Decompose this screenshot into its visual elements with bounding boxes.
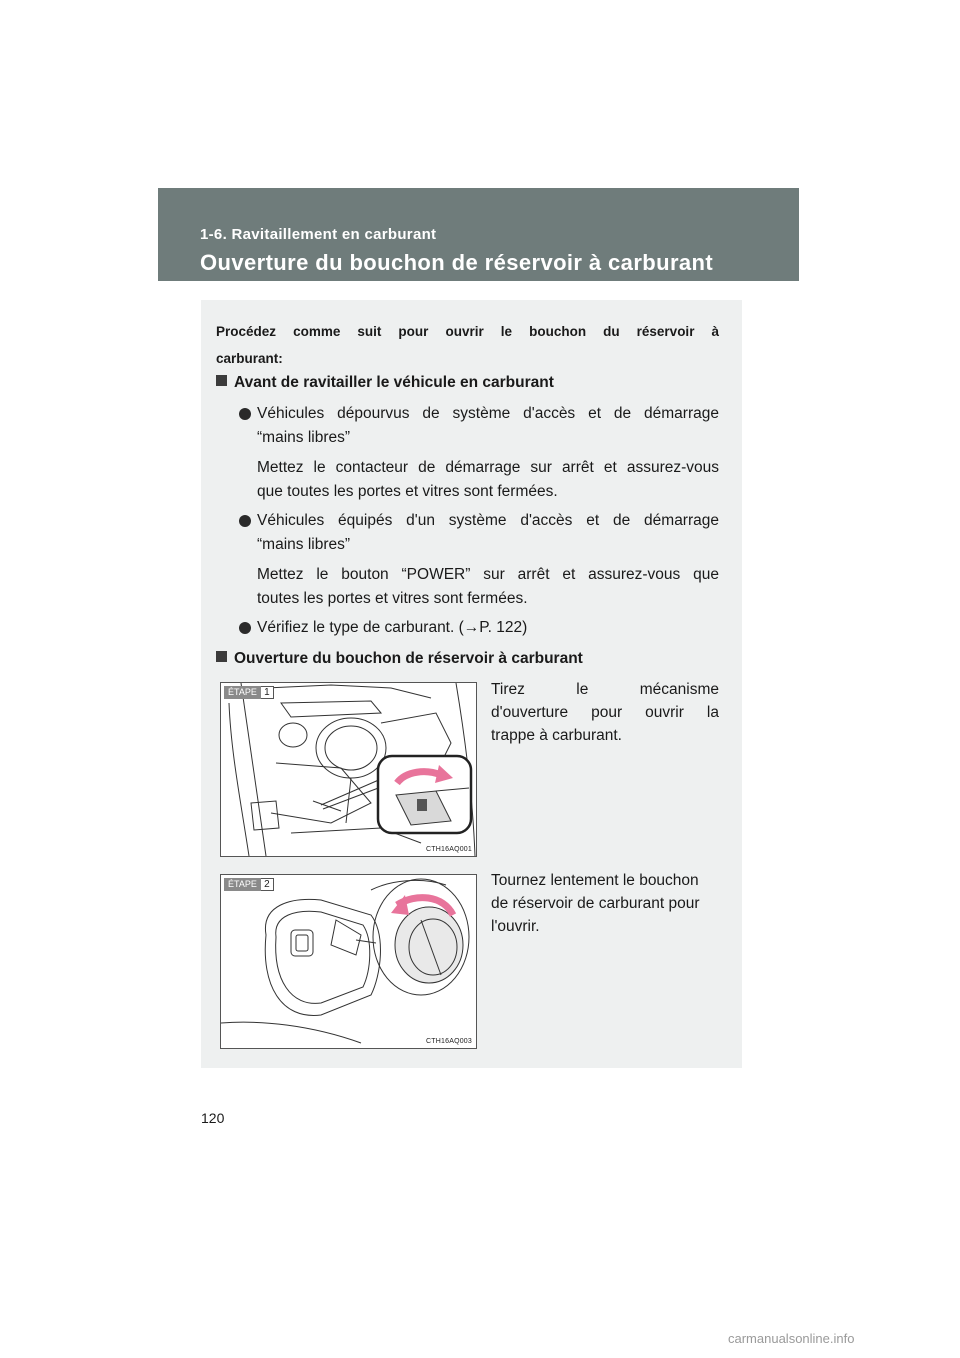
step-1-text: Tirez le mécanisme d'ouverture pour ouvrir la trappe à carburant. bbox=[491, 681, 719, 744]
detail-smart-key: Mettez le bouton “POWER” sur arrêt et assurez-vous que toutes les portes et vitres sont fermées. bbox=[257, 566, 719, 607]
bullet-smart-key: Véhicules équipés d'un système d'accès et de démarrage “mains libres” bbox=[239, 509, 719, 557]
square-bullet-icon bbox=[216, 651, 227, 662]
fuel-door-opener-illustration bbox=[221, 683, 476, 856]
fuel-cap-illustration bbox=[221, 875, 476, 1048]
intro-line-1: Procédez comme suit pour ouvrir le bouchon du réservoir à bbox=[216, 324, 719, 339]
bullet-dot-icon bbox=[239, 515, 251, 527]
watermark: carmanualsonline.info bbox=[728, 1331, 855, 1346]
figure-code: CTH16AQ003 bbox=[426, 1038, 472, 1045]
bullet-fuel-type: Vérifiez le type de carburant. (→P. 122) bbox=[239, 616, 719, 640]
detail-no-smart-key: Mettez le contacteur de démarrage sur arrêt et assurez-vous que toutes les portes et vitres sont fermées. bbox=[257, 459, 719, 500]
section-heading-open-cap: Ouverture du bouchon de réservoir à carburant bbox=[216, 650, 583, 668]
step-2-text: Tournez lentement le bouchon de réservoir de carburant pour l'ouvrir. bbox=[491, 872, 700, 935]
header-band bbox=[158, 188, 799, 281]
section-heading-before-refuel: Avant de ravitailler le véhicule en carburant bbox=[216, 374, 554, 392]
page-title: Ouverture du bouchon de réservoir à carburant bbox=[200, 250, 714, 275]
bullet-dot-icon bbox=[239, 408, 251, 420]
step-badge: ÉTAPE 2 bbox=[224, 878, 274, 891]
bullet-dot-icon bbox=[239, 622, 251, 634]
figure-code: CTH16AQ001 bbox=[426, 846, 472, 853]
step-badge: ÉTAPE 1 bbox=[224, 686, 274, 699]
bullet-no-smart-key: Véhicules dépourvus de système d'accès et de démarrage “mains libres” bbox=[239, 402, 719, 450]
intro-text bbox=[216, 318, 719, 372]
content-panel bbox=[201, 300, 742, 1068]
intro-line-2: carburant: bbox=[216, 351, 283, 366]
figure-fuel-door-opener bbox=[220, 682, 477, 857]
square-bullet-icon bbox=[216, 375, 227, 386]
section-label: 1-6. Ravitaillement en carburant bbox=[200, 226, 437, 243]
page-number: 120 bbox=[201, 1110, 225, 1126]
figure-fuel-cap bbox=[220, 874, 477, 1049]
